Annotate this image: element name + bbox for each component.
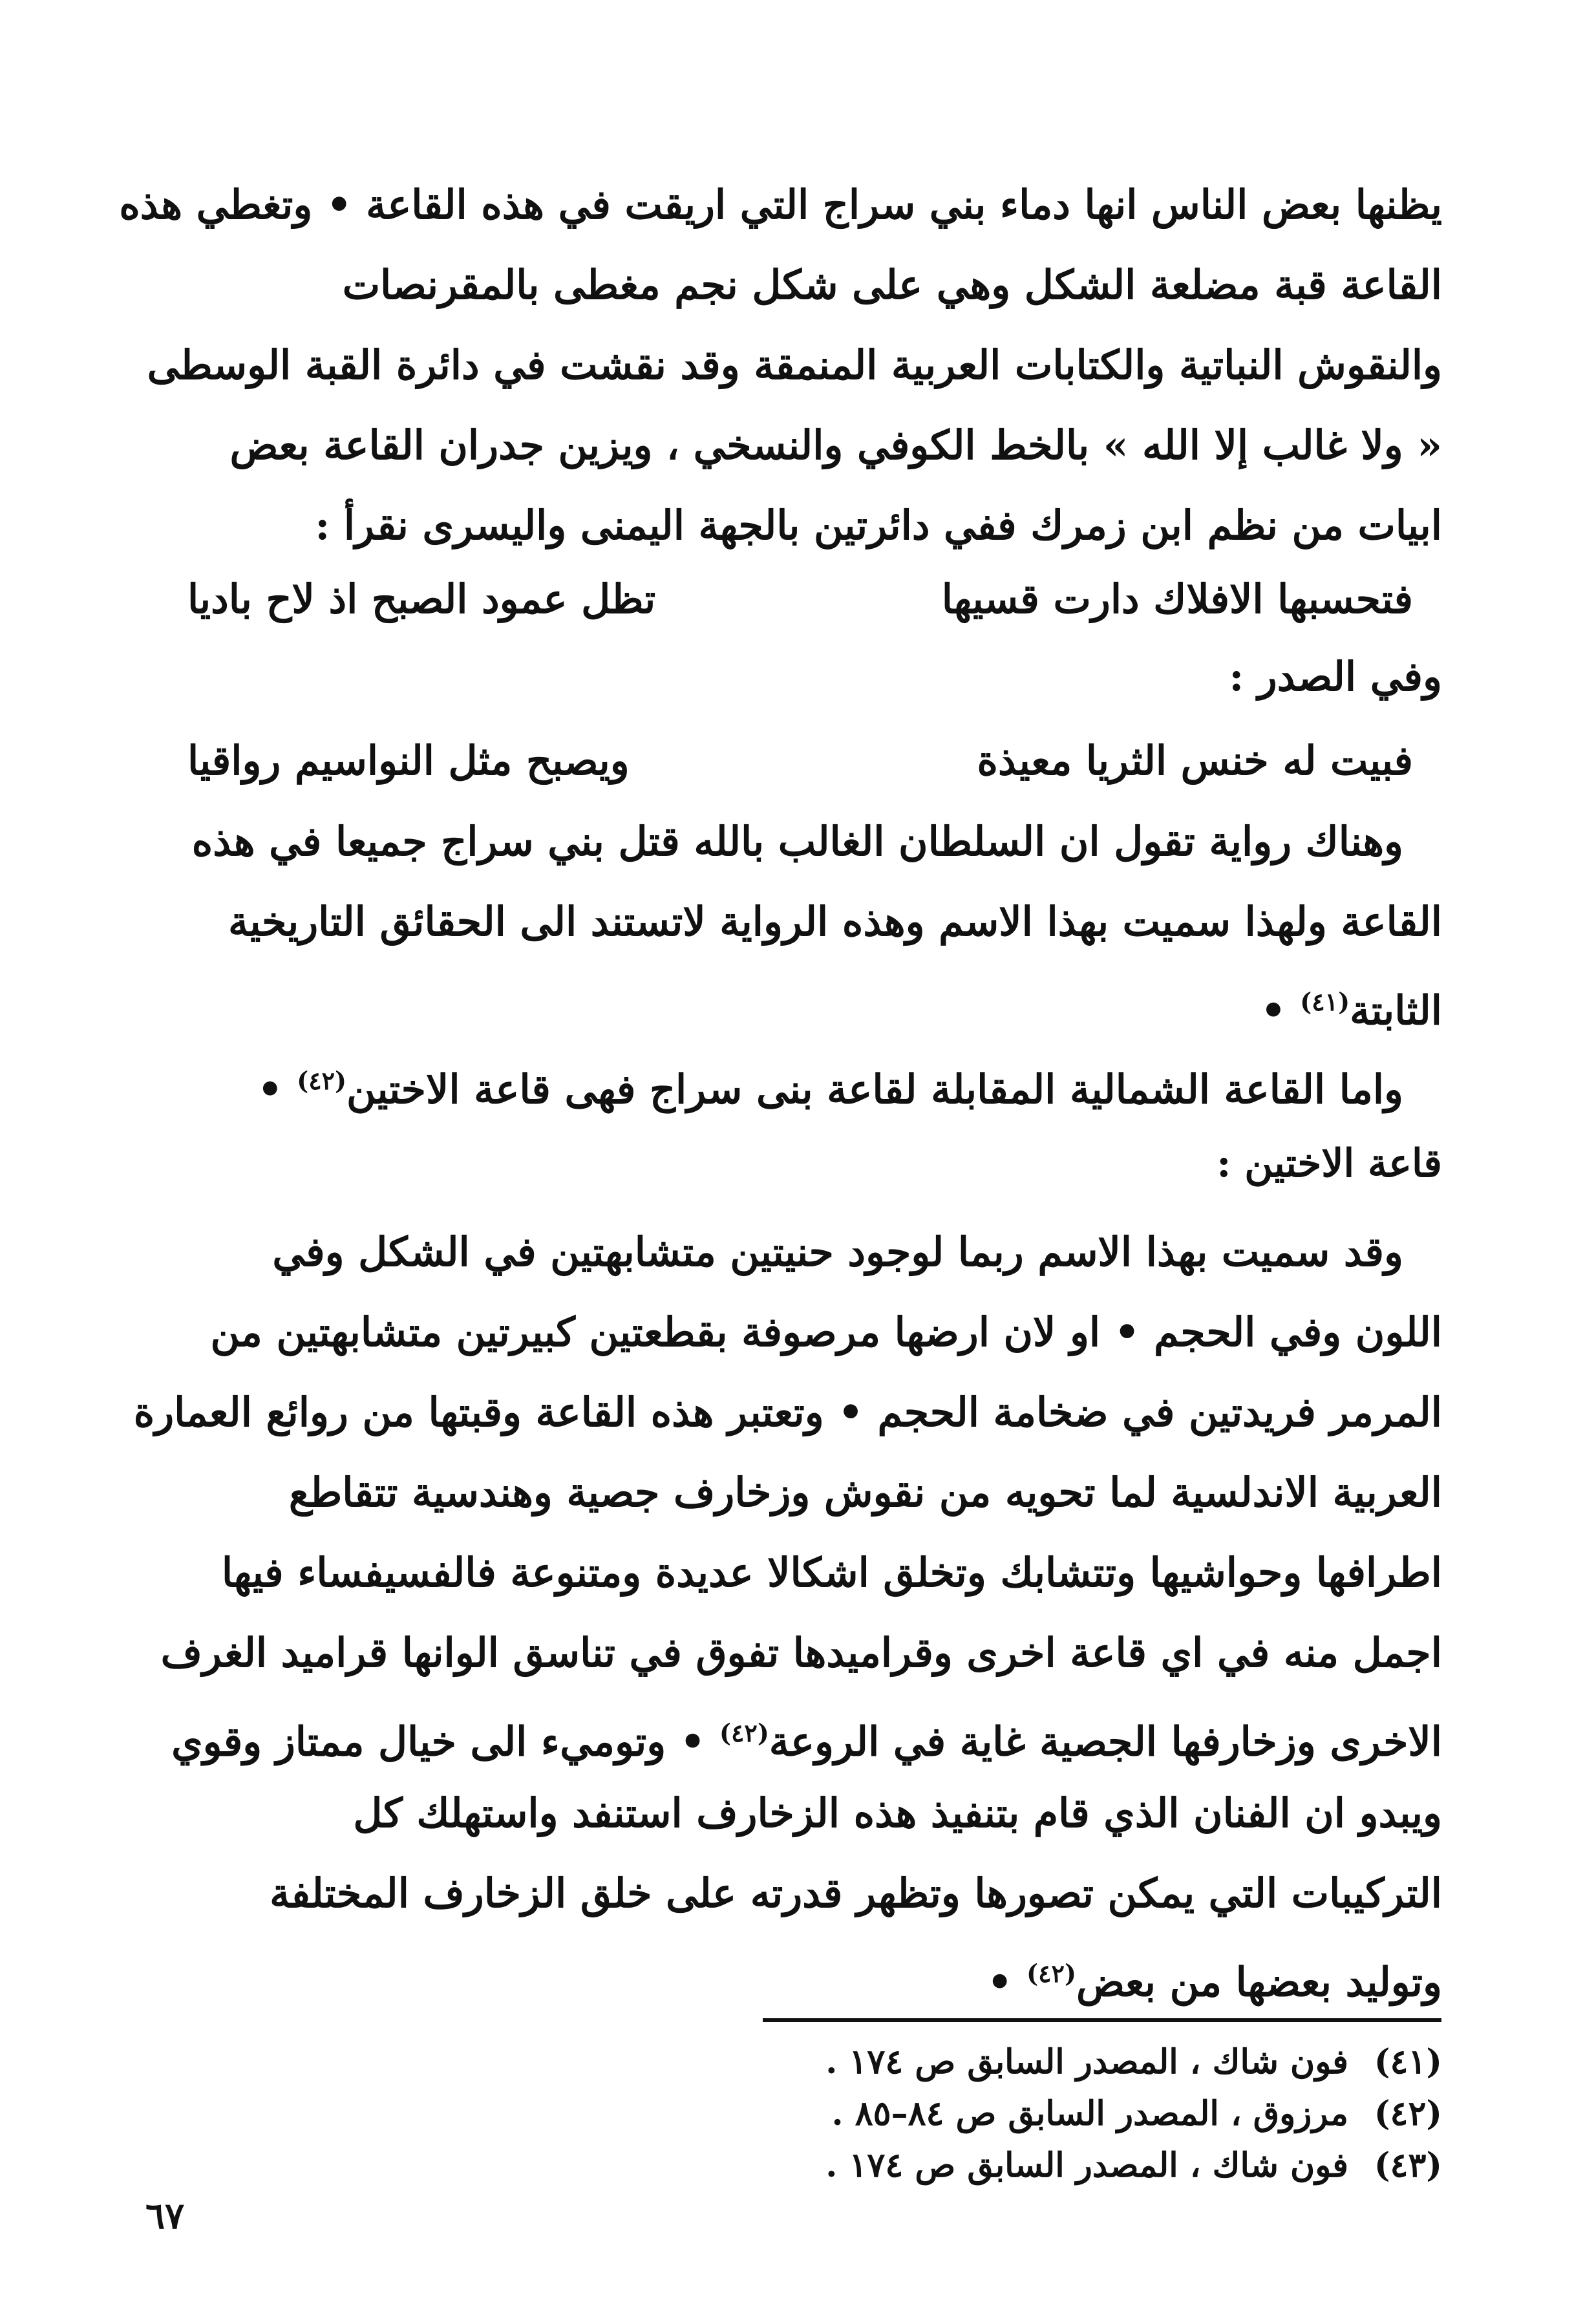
text-line: ويبدو ان الفنان الذي قام بتنفيذ هذه الزخارف استنفد واستهلك كل xyxy=(353,1789,1442,1837)
text-line: اللون وفي الحجم • او لان ارضها مرصوفة بقطعتين كبيرتين متشابهتين من xyxy=(210,1308,1442,1356)
verse-line-1 xyxy=(187,559,1413,639)
text-line: اطرافها وحواشيها وتتشابك وتخلق اشكالا عديدة ومتنوعة فالفسيفساء فيها xyxy=(221,1549,1442,1596)
footnote-ref: (٤١) xyxy=(1300,987,1350,1016)
footnote-text: فون شاك ، المصدر السابق ص ١٧٤ . xyxy=(825,2042,1348,2082)
footnote-42 xyxy=(831,2088,1442,2140)
text-line xyxy=(145,1934,1442,2014)
footnote-ref: (٤٢) xyxy=(297,1066,347,1095)
text-line xyxy=(145,962,1442,1042)
footnote-number: (٤١) xyxy=(1374,2042,1442,2082)
text-line: « ولا غالب إلا الله » بالخط الكوفي والنسخي ، ويزين جدران القاعة بعض xyxy=(229,421,1442,469)
text-line xyxy=(145,1693,1442,1773)
page-number: ٦٧ xyxy=(145,2195,185,2237)
text-line xyxy=(145,1041,1442,1121)
text-fragment: وتوليد بعضها من بعض xyxy=(1076,1958,1442,2006)
footnote-41 xyxy=(825,2036,1442,2088)
text-line: وقد سميت بهذا الاسم ربما لوجود حنيتين متشابهتين في الشكل وفي xyxy=(272,1228,1403,1275)
text-line: وهناك رواية تقول ان السلطان الغالب بالله قتل بني سراج جميعا في هذه xyxy=(191,818,1403,865)
text-fragment: الاخرى وزخارفها الجصية غاية في الروعة xyxy=(769,1718,1442,1765)
text-line: العربية الاندلسية لما تحويه من نقوش وزخارف جصية وهندسية تتقاطع xyxy=(288,1469,1442,1516)
footnote-ref: (٤٢) xyxy=(1026,1959,1076,1988)
footnote-43 xyxy=(825,2140,1442,2191)
footnote-text: فون شاك ، المصدر السابق ص ١٧٤ . xyxy=(825,2146,1348,2185)
verse-hemistich-right: فبيت له خنس الثريا معيذة xyxy=(977,737,1413,784)
text-fragment: • xyxy=(1260,986,1301,1034)
footnote-ref: (٤٢) xyxy=(719,1718,769,1747)
paragraph-sisters-hall xyxy=(133,1212,1442,2014)
text-line: القاعة قبة مضلعة الشكل وهي على شكل نجم مغطى بالمقرنصات xyxy=(342,261,1442,308)
text-line: القاعة ولهذا سميت بهذا الاسم وهذه الرواية لاتستند الى الحقائق التاريخية xyxy=(228,898,1442,945)
paragraph-intro xyxy=(119,165,1442,566)
text-line: والنقوش النباتية والكتابات العربية المنمقة وقد نقشت في دائرة القبة الوسطى xyxy=(147,341,1442,389)
text-fragment: • xyxy=(986,1958,1027,2006)
text-line: يظنها بعض الناس انها دماء بني سراج التي اريقت في هذه القاعة • وتغطي هذه xyxy=(119,181,1442,228)
text-fragment: • xyxy=(257,1065,297,1113)
verse-hemistich-left: ويصبح مثل النواسيم رواقيا xyxy=(187,737,630,784)
text-fragment: • وتوميء الى خيال ممتاز وقوي xyxy=(171,1718,719,1765)
footnote-divider xyxy=(763,2018,1441,2022)
text-fragment: الثابتة xyxy=(1350,986,1442,1034)
text-line: المرمر فريدتين في ضخامة الحجم • وتعتبر هذه القاعة وقبتها من روائع العمارة xyxy=(133,1389,1442,1436)
text-line: التركيبات التي يمكن تصورها وتظهر قدرته على خلق الزخارف المختلفة xyxy=(270,1870,1442,1917)
paragraph-narration xyxy=(145,802,1442,1042)
verse-hemistich-right: فتحسبها الافلاك دارت قسيها xyxy=(941,575,1413,623)
text-line: ابيات من نظم ابن زمرك ففي دائرتين بالجهة اليمنى واليسرى نقرأ : xyxy=(315,502,1442,549)
text-line: اجمل منه في اي قاعة اخرى وقراميدها تفوق في تناسق الوانها قراميد الغرف xyxy=(160,1629,1442,1676)
footnote-number: (٤٢) xyxy=(1374,2094,1442,2133)
sadr-label: وفي الصدر : xyxy=(1229,653,1442,700)
verse-hemistich-left: تظل عمود الصبح اذ لاح باديا xyxy=(187,575,656,623)
footnote-number: (٤٣) xyxy=(1374,2146,1442,2185)
text-fragment: واما القاعة الشمالية المقابلة لقاعة بنى سراج فهى قاعة الاختين xyxy=(346,1065,1403,1113)
footnote-text: مرزوق ، المصدر السابق ص ٨٤–٨٥ . xyxy=(831,2094,1348,2133)
section-heading: قاعة الاختين : xyxy=(1217,1141,1442,1186)
paragraph-north-hall xyxy=(145,1041,1442,1121)
verse-line-2 xyxy=(187,721,1413,801)
